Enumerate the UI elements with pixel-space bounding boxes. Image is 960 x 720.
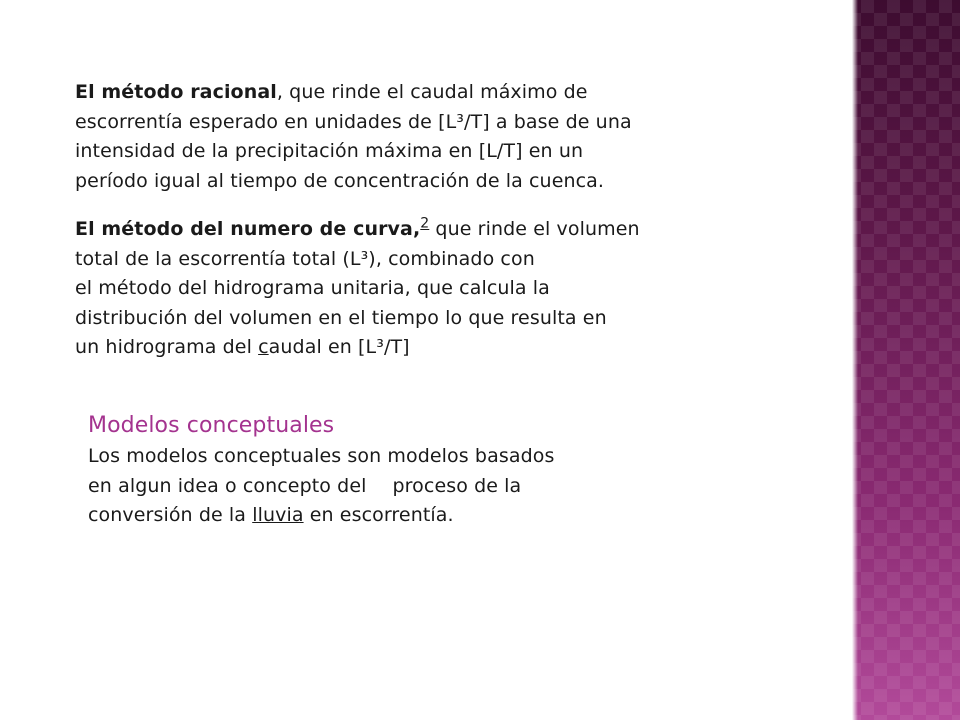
curve-line-2: total de la escorrentía total (L³), combinado con	[75, 247, 535, 270]
rational-line-1: , que rinde el caudal máximo de	[276, 81, 588, 103]
curve-number-term: El método del numero de curva,	[75, 218, 421, 240]
side-panel-edge	[848, 0, 858, 720]
rational-line-2: escorrentía esperado en unidades de [L³/T] a base de una	[75, 110, 632, 133]
paragraph-curve-number-method	[75, 215, 735, 363]
models-line-1: Los modelos conceptuales son modelos basados	[88, 445, 555, 467]
paragraph-rational-method	[75, 78, 735, 196]
rational-method-term: El método racional	[75, 81, 277, 103]
models-line-2b: proceso de la	[392, 474, 522, 497]
curve-line-5-post: audal en [L³/T]	[268, 336, 410, 358]
rational-line-4: período igual al tiempo de concentración de la cuenca.	[75, 169, 605, 192]
conceptual-models-body	[88, 442, 648, 531]
models-line-3-post: en escorrentía.	[303, 504, 454, 526]
curve-line-1: que rinde el volumen	[429, 218, 640, 240]
curve-line-5-pre: un hidrograma del	[75, 336, 259, 358]
main-text-block	[75, 78, 735, 363]
lluvia-link[interactable]: lluvia	[252, 504, 304, 526]
curve-line-3: el método del hidrograma unitaria, que calcula la	[75, 277, 550, 299]
models-line-3-pre: conversión de la	[88, 504, 253, 526]
conceptual-models-block	[88, 410, 648, 531]
footnote-reference-link[interactable]: 2	[420, 215, 430, 232]
rational-line-3: intensidad de la precipitación máxima en [L/T] en un	[75, 140, 584, 162]
curve-line-4: distribución del volumen en el tiempo lo que resulta en	[75, 306, 607, 329]
decorative-side-panel	[848, 0, 960, 720]
conceptual-models-heading: Modelos conceptuales	[88, 413, 335, 438]
models-line-2a: en algun idea o concepto del	[88, 474, 367, 497]
caudal-link[interactable]: c	[258, 336, 269, 358]
